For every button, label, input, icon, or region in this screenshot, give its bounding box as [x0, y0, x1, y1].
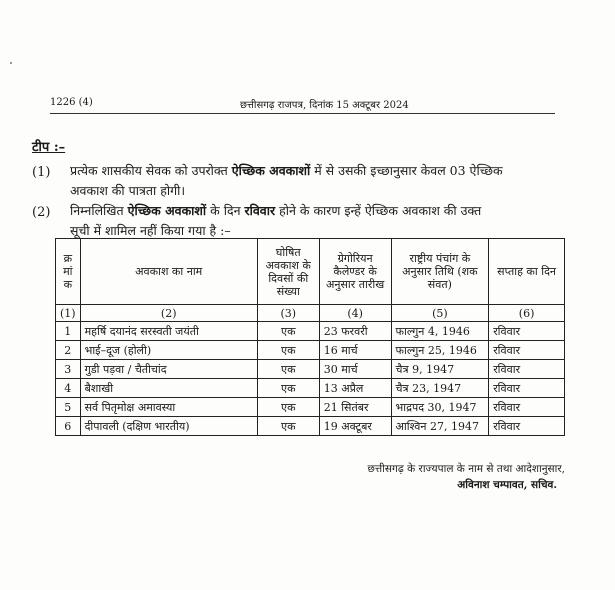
table-header-row	[56, 239, 565, 305]
table-row: 2 भाई–दूज (होली) एक 16 मार्च फाल्गुन 25, 1946 रविवार	[56, 341, 565, 360]
optional-holidays-table	[55, 238, 565, 436]
scan-speck	[10, 62, 12, 64]
note-item-1-number: (1)	[32, 165, 51, 180]
signature-name: अविनाश चम्पावत, सचिव.	[457, 479, 557, 491]
column-number-row: (1) (2) (3) (4) (5) (6)	[56, 305, 565, 322]
header-serial: क्र मां क	[56, 239, 81, 305]
note-item-1-text: प्रत्येक शासकीय सेवक को उपरोक्त ऐच्छिक अवकाशों में से उसकी इच्छानुसार केवल 03 ऐच्छिक अवकाश की पात्रता होगी।	[70, 163, 503, 198]
note-item-2-text: निम्नलिखित ऐच्छिक अवकाशों के दिन रविवार होने के कारण इन्हें ऐच्छिक अवकाश की उक्त सूची में शामिल नहीं किया गया है :–	[70, 203, 482, 238]
gazette-header: छत्तीसगढ़ राजपत्र, दिनांक 15 अक्टूबर 2024	[240, 100, 409, 111]
header-national-date: राष्ट्रीय पंचांग के अनुसार तिथि (शक संवत)	[391, 239, 489, 305]
signature-order-line: छत्तीसगढ़ के राज्यपाल के नाम से तथा आदेशानुसार,	[367, 463, 565, 475]
note-item-2-number: (2)	[32, 205, 51, 220]
table-row: 6 दीपावली (दक्षिण भारतीय) एक 19 अक्टूबर आश्विन 27, 1947 रविवार	[56, 417, 565, 436]
header-rule	[50, 113, 555, 114]
note-title: टीप :–	[32, 140, 66, 155]
table-row: 5 सर्व पितृमोक्ष अमावस्या एक 21 सितंबर भाद्रपद 30, 1947 रविवार	[56, 398, 565, 417]
header-holiday-name: अवकाश का नाम	[80, 239, 257, 305]
table-row: 4 बैशाखी एक 13 अप्रैल चैत्र 23, 1947 रविवार	[56, 379, 565, 398]
header-weekday: सप्ताह का दिन	[489, 239, 565, 305]
header-days: घोषित अवकाश के दिवसों की संख्या	[257, 239, 319, 305]
table-row: 3 गुडी पड़वा / चैतीचांद एक 30 मार्च चैत्र 9, 1947 रविवार	[56, 360, 565, 379]
header-gregorian-date: ग्रेगोरियन कैलेण्डर के अनुसार तारीख	[319, 239, 391, 305]
table-row: 1 महर्षि दयानंद सरस्वती जयंती एक 23 फरवरी फाल्गुन 4, 1946 रविवार	[56, 322, 565, 341]
page-reference: 1226 (4)	[50, 97, 93, 108]
